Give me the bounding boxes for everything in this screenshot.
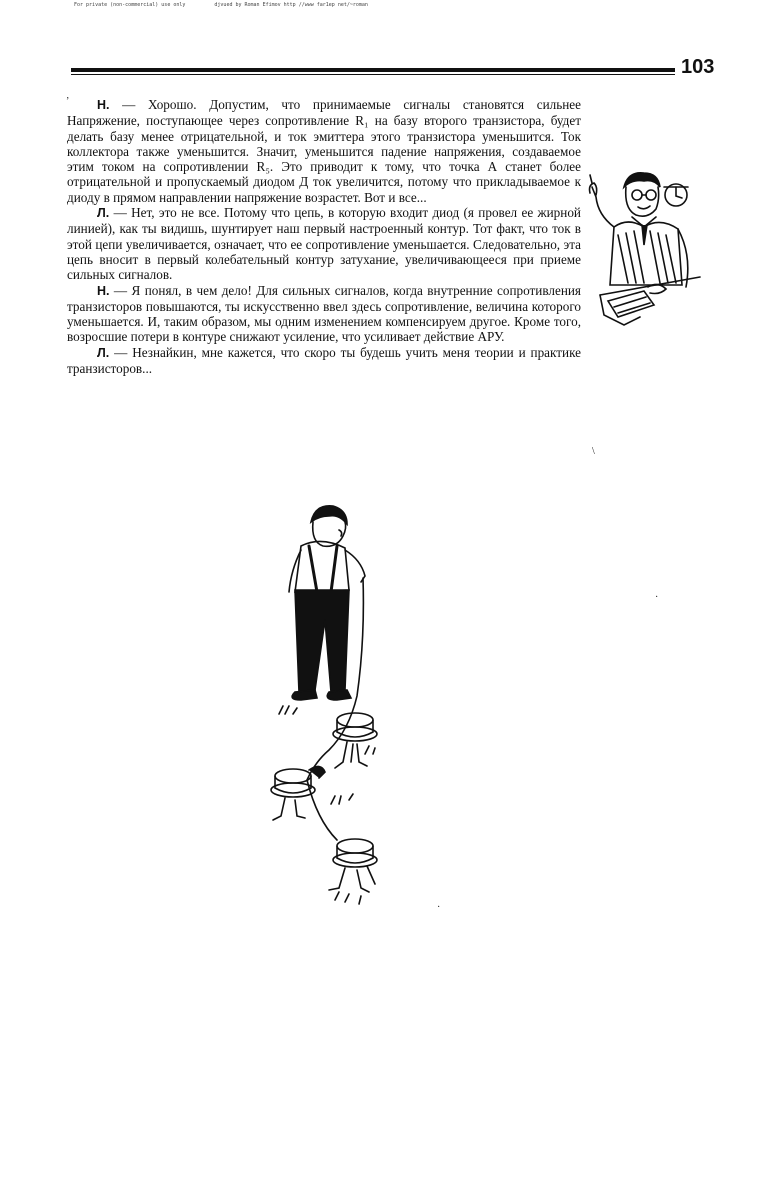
stray-mark: ʼ <box>66 96 70 107</box>
watermark-right: djvued by Roman Efimov http //www far1ep net/~roman <box>214 2 368 8</box>
header-rule-thin <box>71 74 675 75</box>
speaker-label: Н. <box>97 98 110 112</box>
stray-mark: · <box>655 592 659 603</box>
paragraph-text: Нет, это не все. Потому что цепь, в которую входит диод (я провел ее жирной линией), как ты видишь, шунтирует наш первый настроенный контур. Тот факт, что ток в этой цепи увеличивается, означает, что ее сопротивление уменьшается. Следовательно, эта цепь вносит в первый колебательный контур затухание, увеличивающееся при приеме сильных сигналов. <box>67 205 581 283</box>
header-rule <box>71 68 675 72</box>
paragraph-3: Н. — Я понял, в чем дело! Для сильных сигналов, когда внутренние сопротивления транзисторов повышаются, ты искусственно ввел здесь сопротивление, величина которого уменьшается. И, таким образом, мы одним изменением компенсируем другое. Кроме того, возросшие потери в контуре снижают усиление, что усиливает действие АРУ. <box>67 282 582 345</box>
watermark-left: For private (non-commercial) use only <box>74 2 186 8</box>
watermark <box>74 2 394 8</box>
body-text <box>67 97 581 376</box>
boy-walking-transistors-illustration <box>265 500 405 910</box>
stray-mark: \ <box>592 446 595 457</box>
teacher-at-desk-illustration <box>588 165 706 340</box>
stray-mark: · <box>437 902 441 913</box>
paragraph-text: Я понял, в чем дело! Для сильных сигналов, когда внутренние сопротивления транзисторов повышаются, ты искусственно ввел здесь сопротивление, величина которого уменьшается. И, таким образом, мы одним изменением компенсируем другое. Кроме того, возросшие потери в контуре снижают усиление, что усиливает действие АРУ. <box>67 282 582 345</box>
speaker-label: Л. <box>97 206 110 221</box>
speaker-label: Н. <box>97 283 110 298</box>
speaker-label: Л. <box>97 345 110 360</box>
paragraph-text: Незнайкин, мне кажется, что скоро ты будешь учить меня теории и практике транзисторов... <box>67 344 582 377</box>
paragraph-1: Н. — Хорошо. Допустим, что принимаемые сигналы становятся сильнее Напряжение, поступающее через сопротивление R₁ на базу второго транзистора, будет делать базу менее отрицательной, и ток эмиттера этого транзистора уменьшится. Ток коллектора также уменьшится. Значит, уменьшится падение напряжения, создаваемое этим током на сопротивлении R₅. Это приводит к тому, что точка А станет более отрицательной и пропускаемый диодом Д ток увеличится, потому что прикладываемое к диоду в прямом направлении напряжение возрастет. Вот и все... <box>67 97 581 205</box>
paragraph-2: Л. — Нет, это не все. Потому что цепь, в которую входит диод (я провел ее жирной линией), как ты видишь, шунтирует наш первый настроенный контур. Тот факт, что ток в этой цепи увеличивается, означает, что ее сопротивление уменьшается. Следовательно, эта цепь вносит в первый колебательный контур затухание, увеличивающееся при приеме сильных сигналов. <box>67 205 581 283</box>
paragraph-text: Хорошо. Допустим, что принимаемые сигналы становятся сильнее Напряжение, поступающее через сопротивление R₁ на базу второго транзистора, будет делать базу менее отрицательной, и ток эмиттера этого транзистора уменьшится. Ток коллектора также уменьшится. Значит, уменьшится падение напряжения, создаваемое этим током на сопротивлении R₅. Это приводит к тому, что точка А станет более отрицательной и пропускаемый диодом Д ток увеличится, потому что прикладываемое к диоду в прямом направлении напряжение возрастет. Вот и все... <box>67 97 581 205</box>
page-number: 103 <box>681 56 715 78</box>
paragraph-4: Л. — Незнайкин, мне кажется, что скоро ты будешь учить меня теории и практике транзисторов... <box>67 344 582 377</box>
